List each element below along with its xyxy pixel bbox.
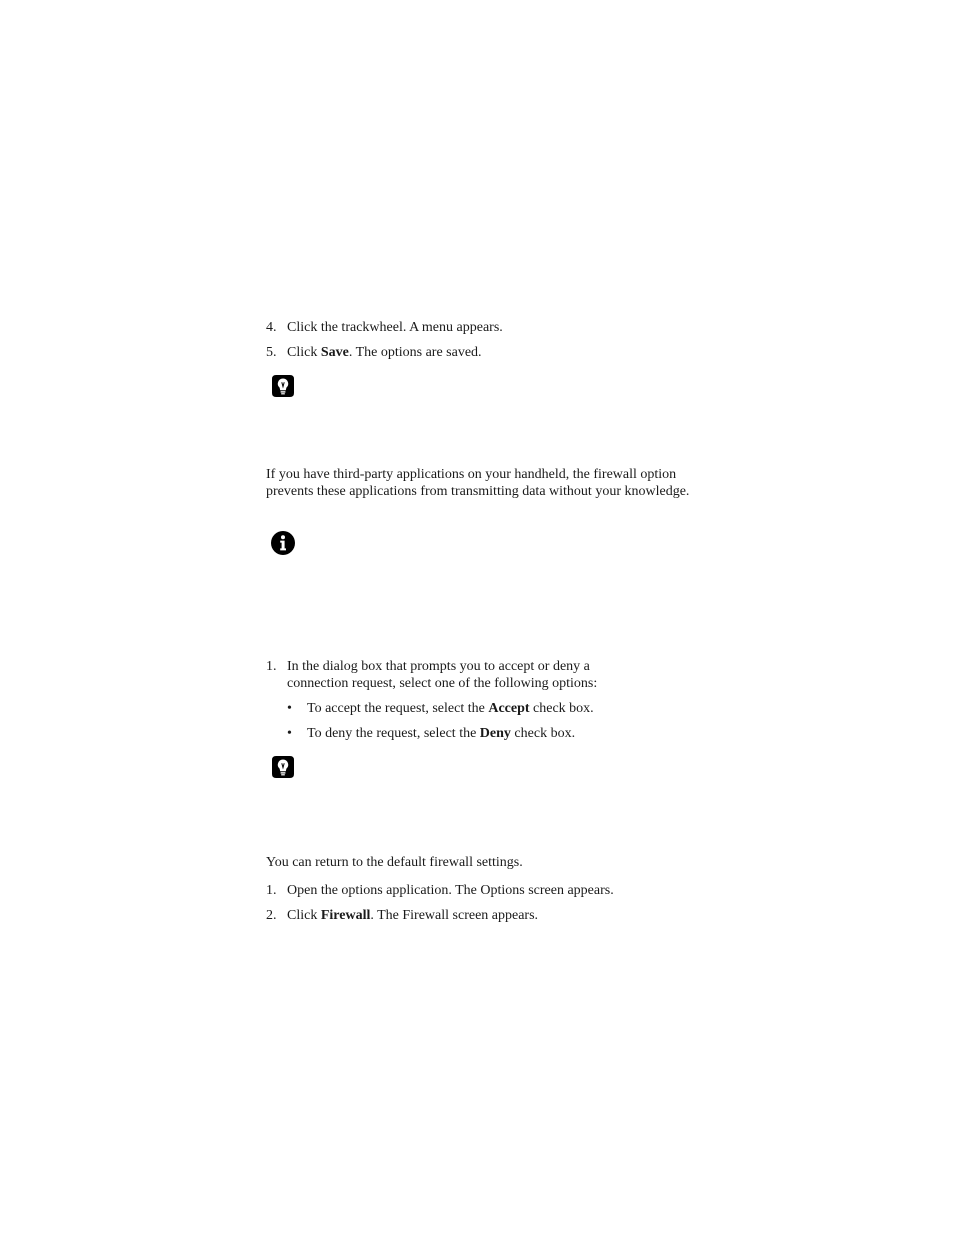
lightbulb-icon xyxy=(270,754,296,780)
info-icon xyxy=(270,530,296,556)
step-text: Click Firewall. The Firewall screen appears. xyxy=(287,908,539,923)
firewall-description: If you have third-party applications on your handheld, the firewall option prevents these applications from transmitting data without your knowledge. xyxy=(266,467,690,499)
step-text: Open the options application. The Options screen appears. xyxy=(287,883,614,898)
lightbulb-icon xyxy=(270,373,296,399)
bullet-dot: • xyxy=(287,701,292,716)
step-number: 5. xyxy=(266,345,277,360)
step-text: Click Save. The options are saved. xyxy=(287,345,482,360)
bullet-text: To deny the request, select the Deny check box. xyxy=(307,726,576,741)
step-5 xyxy=(266,344,696,361)
bullet-text: To accept the request, select the Accept check box. xyxy=(307,701,594,716)
step-number: 4. xyxy=(266,320,277,335)
bullet-deny xyxy=(287,725,687,742)
step-number: 1. xyxy=(266,883,277,898)
step-1-open-options xyxy=(266,882,696,899)
step-text: Click the trackwheel. A menu appears. xyxy=(287,320,503,335)
step-text: In the dialog box that prompts you to accept or deny a connection request, select one of the following options: xyxy=(287,659,598,691)
reset-description: You can return to the default firewall settings. xyxy=(266,855,523,870)
bullet-accept xyxy=(287,700,687,717)
step-2-click-firewall xyxy=(266,907,696,924)
bullet-dot: • xyxy=(287,726,292,741)
step-number: 2. xyxy=(266,908,277,923)
step-number: 1. xyxy=(266,659,277,674)
step-1-connection-request xyxy=(266,658,696,692)
step-4 xyxy=(266,319,696,336)
